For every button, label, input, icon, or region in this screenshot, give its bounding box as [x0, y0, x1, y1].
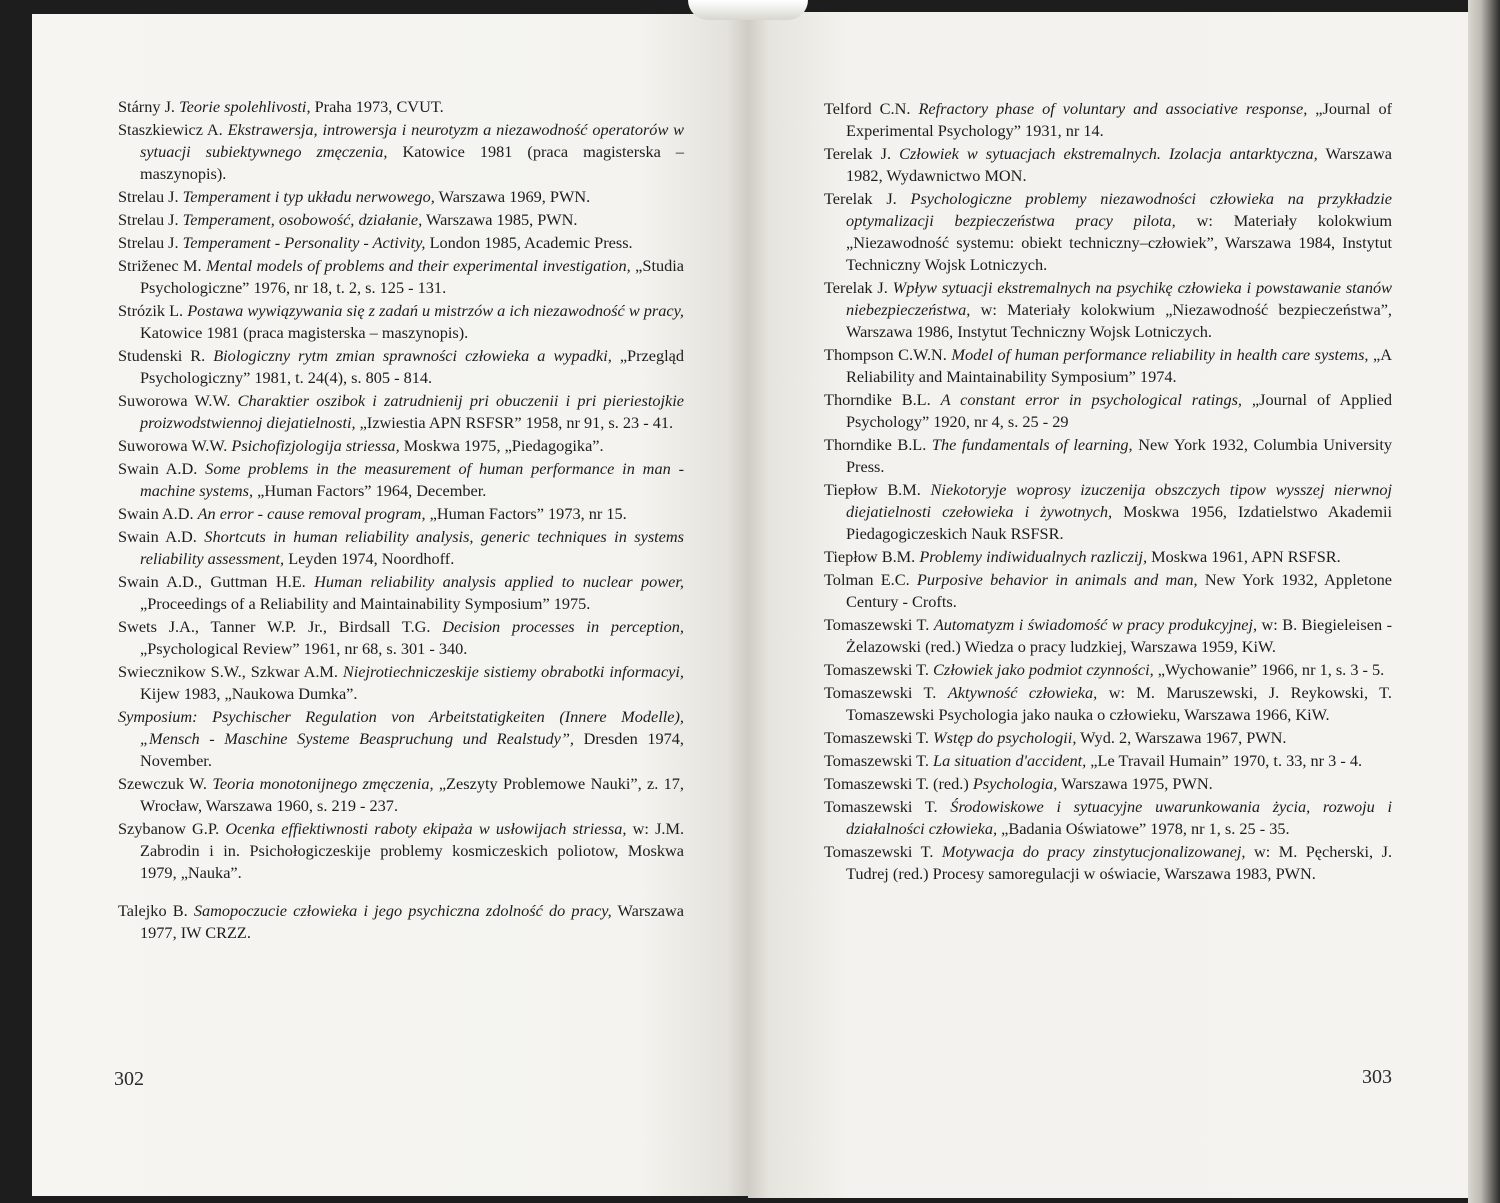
entry-author: Tiepłow B.M. — [824, 480, 921, 499]
entry-title: Aktywność człowieka, — [947, 683, 1098, 702]
bibliography-entry — [824, 614, 1392, 658]
entry-author: Swets J.A., Tanner W.P. Jr., Birdsall T.G. — [118, 617, 431, 636]
bibliography-entry — [118, 773, 684, 817]
entry-title: Automatyzm i świadomość w pracy produkcyjnej, — [933, 615, 1258, 634]
entry-author: Tomaszewski T. — [824, 660, 929, 679]
entry-publication: Moskwa 1975, „Piedagogika”. — [403, 436, 604, 455]
entry-title: Teorie spolehlivosti, — [179, 97, 311, 116]
bibliography-entry — [824, 188, 1392, 276]
bibliography-list-right — [824, 98, 1392, 886]
entry-publication: w: J.M. Zabrodin i in. Psichołogiczeskije problemy kosmiczeskich poliotow, Moskwa 1979, „Nauka”. — [140, 819, 685, 882]
entry-title: Problemy indiwidualnych razliczij, — [919, 547, 1148, 566]
entry-title: A constant error in psychological ratings, — [940, 390, 1242, 409]
entry-publication: New York 1932, Appletone Century - Crofts. — [846, 570, 1392, 611]
entry-author: Thorndike B.L. — [824, 390, 931, 409]
entry-title: Niekotoryje woprosy izuczenija obszczych tipow wysszej nierwnoj diejatielnosti czełowieka i żywotnych, — [846, 480, 1393, 521]
entry-title: Biologiczny rytm zmian sprawności człowieka a wypadki, — [213, 346, 612, 365]
bibliography-entry — [118, 390, 684, 434]
bibliography-entry — [118, 255, 684, 299]
entry-title: The fundamentals of learning, — [931, 435, 1133, 454]
entry-author: Talejko B. — [118, 901, 188, 920]
bibliography-entry — [118, 119, 684, 185]
entry-title: Psychologiczne problemy niezawodności człowieka na przykładzie optymalizacji bezpieczeństwa pracy pilota, — [846, 189, 1392, 230]
bibliography-entry — [118, 345, 684, 389]
entry-author: Swain A.D., Guttman H.E. — [118, 572, 306, 591]
entry-author: Studenski R. — [118, 346, 206, 365]
entry-publication: „Journal of Experimental Psychology” 1931, nr 14. — [846, 99, 1393, 140]
entry-publication: w: Materiały kolokwium „Niezawodność bezpieczeństwa”, Warszawa 1986, Instytut Techniczny Wojsk Lotniczych. — [846, 300, 1392, 341]
entry-title: Purposive behavior in animals and man, — [916, 570, 1198, 589]
entry-publication: „Le Travail Humain” 1970, t. 33, nr 3 - 4. — [1090, 751, 1363, 770]
entry-title: Środowiskowe i sytuacyjne uwarunkowania życia, rozwoju i działalności człowieka, — [846, 797, 1392, 838]
bibliography-entry — [824, 682, 1392, 726]
entry-author: Tiepłow B.M. — [824, 547, 916, 566]
entry-publication: „Human Factors” 1964, December. — [257, 481, 487, 500]
entry-author: Strelau J. — [118, 233, 179, 252]
entry-publication: „Studia Psychologiczne” 1976, nr 18, t. 2, s. 125 - 131. — [140, 256, 684, 297]
bibliography-list-left — [118, 96, 684, 945]
entry-title: Model of human performance reliability in health care systems, — [951, 345, 1369, 364]
bibliography-entry — [118, 661, 684, 705]
entry-publication: Katowice 1981 (praca magisterska – maszynopis). — [140, 142, 684, 183]
bibliography-entry — [824, 143, 1392, 187]
bibliography-entry — [824, 277, 1392, 343]
entry-author: Terelak J. — [824, 278, 888, 297]
bibliography-entry — [824, 773, 1392, 795]
bibliography-entry — [118, 526, 684, 570]
entry-publication: Kijew 1983, „Naukowa Dumka”. — [140, 684, 358, 703]
entry-author: Swain A.D. — [118, 504, 194, 523]
bibliography-entry — [118, 503, 684, 525]
entry-publication: „A Reliability and Maintainability Symposium” 1974. — [846, 345, 1392, 386]
bibliography-entry — [824, 546, 1392, 568]
entry-title: Shortcuts in human reliability analysis, generic techniques in systems reliability assessment, — [140, 527, 684, 568]
entry-title: Temperament, osobowość, działanie, — [182, 210, 423, 229]
entry-publication: Warszawa 1982, Wydawnictwo MON. — [846, 144, 1392, 185]
entry-publication: Warszawa 1985, PWN. — [426, 210, 578, 229]
entry-author: Tomaszewski T. — [824, 797, 938, 816]
bibliography-entry — [118, 706, 684, 772]
entry-publication: w: B. Biegieleisen - Żelazowski (red.) Wiedza o pracy ludzkiej, Warszawa 1959, KiW. — [846, 615, 1392, 656]
entry-title: An error - cause removal program, — [197, 504, 426, 523]
entry-publication: London 1985, Academic Press. — [429, 233, 633, 252]
entry-title: Psychologia, — [972, 774, 1058, 793]
entry-publication: New York 1932, Columbia University Press. — [846, 435, 1392, 476]
bibliography-entry — [824, 479, 1392, 545]
bibliography-entry — [824, 841, 1392, 885]
entry-publication: Dresden 1974, November. — [140, 729, 685, 770]
entry-publication: Warszawa 1975, PWN. — [1061, 774, 1213, 793]
entry-publication: „Izwiestia APN RSFSR” 1958, nr 91, s. 23 - 41. — [359, 413, 674, 432]
entry-title: Psichofizjologija striessa, — [231, 436, 400, 455]
entry-title: Charaktier oszibok i zatrudnienij pri obuczenii i pri pieriestojkie proizwodstwiennoj diejatielnosti, — [140, 391, 684, 432]
right-page — [748, 12, 1468, 1198]
bibliography-entry — [118, 571, 684, 615]
entry-publication: Warszawa 1969, PWN. — [438, 187, 591, 206]
entry-publication: „Proceedings of a Reliability and Maintainability Symposium” 1975. — [140, 594, 591, 613]
bibliography-entry — [824, 389, 1392, 433]
entry-author: Tomaszewski T. — [824, 842, 934, 861]
entry-author: Thompson C.W.N. — [824, 345, 947, 364]
entry-author: Tomaszewski T. — [824, 683, 937, 702]
entry-title: Decision processes in perception, — [442, 617, 684, 636]
bibliography-entry — [824, 727, 1392, 749]
entry-author: Suworowa W.W. — [118, 436, 228, 455]
entry-title: Human reliability analysis applied to nuclear power, — [314, 572, 684, 591]
entry-author: Szybanow G.P. — [118, 819, 220, 838]
entry-author: Terelak J. — [824, 189, 897, 208]
entry-publication: Praha 1973, CVUT. — [314, 97, 444, 116]
entry-author: Suworowa W.W. — [118, 391, 231, 410]
entry-author: Tomaszewski T. — [824, 615, 930, 634]
entry-publication: „Badania Oświatowe” 1978, nr 1, s. 25 - 35. — [1001, 819, 1290, 838]
page-number-left: 302 — [114, 1068, 144, 1090]
entry-title: Ekstrawersja, introwersja i neurotyzm a niezawodność operatorów w sytuacji subiektywnego zmęczenia, — [140, 120, 685, 161]
entry-author: Strelau J. — [118, 210, 179, 229]
entry-author: Swain A.D. — [118, 459, 198, 478]
entry-title: Niejrotiechniczeskije sistiemy obrabotki informacyi, — [342, 662, 684, 681]
bibliography-entry — [824, 434, 1392, 478]
left-page — [32, 14, 748, 1196]
entry-publication: w: M. Maruszewski, J. Reykowski, T. Tomaszewski Psychologia jako nauka o człowieku, Warszawa 1966, KiW. — [846, 683, 1392, 724]
entry-title: Wstęp do psychologii, — [933, 728, 1077, 747]
entry-title: Refractory phase of voluntary and associative response, — [918, 99, 1308, 118]
bibliography-entry — [118, 616, 684, 660]
entry-title: Temperament i typ układu nerwowego, — [182, 187, 435, 206]
entry-author: Staszkiewicz A. — [118, 120, 223, 139]
entry-publication: w: M. Pęcherski, J. Tudrej (red.) Procesy samoregulacji w oświacie, Warszawa 1983, PWN. — [846, 842, 1393, 883]
bibliography-entry — [824, 750, 1392, 772]
entry-publication: „Human Factors” 1973, nr 15. — [429, 504, 627, 523]
entry-publication: „Journal of Applied Psychology” 1920, nr 4, s. 25 - 29 — [846, 390, 1392, 431]
entry-publication: Warszawa 1977, IW CRZZ. — [140, 901, 685, 942]
entry-title: Motywacja do pracy zinstytucjonalizowanej, — [941, 842, 1246, 861]
entry-publication: Leyden 1974, Noordhoff. — [288, 549, 455, 568]
entry-author: Swiecznikow S.W., Szkwar A.M. — [118, 662, 338, 681]
binding-fold — [688, 0, 808, 20]
entry-title: Some problems in the measurement of human performance in man - machine systems, — [140, 459, 684, 500]
bibliography-entry — [824, 344, 1392, 388]
entry-title: Człowiek jako podmiot czynności, — [933, 660, 1154, 679]
entry-author: Terelak J. — [824, 144, 892, 163]
entry-author: Tolman E.C. — [824, 570, 910, 589]
page-number-right: 303 — [1362, 1066, 1392, 1088]
entry-publication: Wyd. 2, Warszawa 1967, PWN. — [1080, 728, 1287, 747]
entry-publication: Moskwa 1956, Izdatielstwo Akademii Piedagogiczeskich Nauk RSFSR. — [846, 502, 1392, 543]
entry-author: Thorndike B.L. — [824, 435, 927, 454]
entry-title: Mental models of problems and their experimental investigation, — [206, 256, 631, 275]
bibliography-entry — [118, 818, 684, 884]
bibliography-entry — [824, 659, 1392, 681]
bibliography-entry — [118, 435, 684, 457]
entry-publication: Moskwa 1961, APN RSFSR. — [1151, 547, 1341, 566]
entry-author: Striženec M. — [118, 256, 202, 275]
entry-author: Telford C.N. — [824, 99, 911, 118]
entry-publication: „Przegląd Psychologiczny” 1981, t. 24(4), s. 805 - 814. — [140, 346, 685, 387]
entry-publication: „Psychological Review” 1961, nr 68, s. 301 - 340. — [140, 639, 468, 658]
bibliography-entry — [824, 796, 1392, 840]
entry-title: Teoria monotonijnego zmęczenia, — [212, 774, 434, 793]
page-edge — [1468, 0, 1500, 1203]
entry-publication: „Wychowanie” 1966, nr 1, s. 3 - 5. — [1157, 660, 1385, 679]
entry-author: Swain A.D. — [118, 527, 197, 546]
entry-title: Człowiek w sytuacjach ekstremalnych. Izolacja antarktyczna, — [899, 144, 1318, 163]
entry-publication: w: Materiały kolokwium „Niezawodność systemu: obiekt techniczny–człowiek”, Warszawa 1984, Instytut Techniczny Wojsk Lotniczych. — [846, 211, 1393, 274]
entry-title: Wpływ sytuacji ekstremalnych na psychikę człowieka i powstawanie stanów niebezpieczeństwa, — [846, 278, 1392, 319]
bibliography-entry — [118, 96, 684, 118]
entry-title: Ocenka effiektiwnosti raboty ekipaża w usłowijach striessa, — [225, 819, 627, 838]
entry-author: Tomaszewski T. (red.) — [824, 774, 969, 793]
bibliography-entry — [824, 569, 1392, 613]
entry-author: Stárny J. — [118, 97, 175, 116]
entry-title: Symposium: Psychischer Regulation von Arbeitstatigkeiten (Innere Modelle), „Mensch - Maschine Systeme Beaspruchung und Realstudy”, — [118, 707, 684, 748]
bibliography-entry — [118, 300, 684, 344]
entry-title: Samopoczucie człowieka i jego psychiczna zdolność do pracy, — [193, 901, 612, 920]
bibliography-entry — [118, 186, 684, 208]
entry-title: Postawa wywiązywania się z zadań u mistrzów a ich niezawodność w pracy, — [187, 301, 684, 320]
bibliography-entry — [118, 900, 684, 944]
entry-author: Szewczuk W. — [118, 774, 207, 793]
entry-author: Tomaszewski T. — [824, 751, 929, 770]
entry-title: La situation d'accident, — [933, 751, 1087, 770]
entry-author: Tomaszewski T. — [824, 728, 929, 747]
entry-publication: „Zeszyty Problemowe Nauki”, z. 17, Wrocław, Warszawa 1960, s. 219 - 237. — [140, 774, 684, 815]
entry-publication: Katowice 1981 (praca magisterska – maszynopis). — [140, 323, 469, 342]
entry-author: Strelau J. — [118, 187, 179, 206]
bibliography-entry — [824, 98, 1392, 142]
entry-title: Temperament - Personality - Activity, — [182, 233, 426, 252]
entry-author: Strózik L. — [118, 301, 184, 320]
bibliography-entry — [118, 458, 684, 502]
bibliography-entry — [118, 209, 684, 231]
bibliography-entry — [118, 232, 684, 254]
